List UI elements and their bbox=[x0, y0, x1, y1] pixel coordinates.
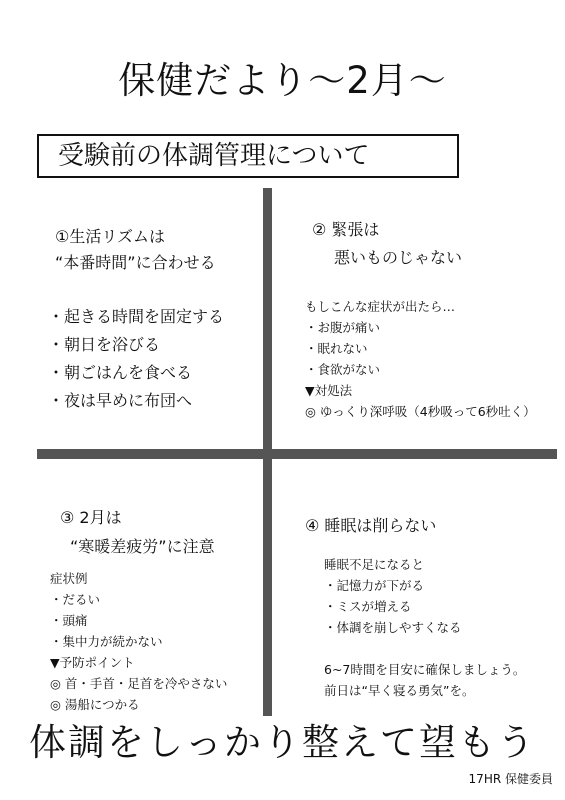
body-line: 6~7時間を目安に確保しましょう。 bbox=[324, 662, 526, 677]
section-1-list bbox=[48, 303, 224, 415]
list-item: ・ミスが増える bbox=[324, 599, 412, 614]
list-item: ◎ 湯船につかる bbox=[50, 697, 140, 712]
list-item: ・記憶力が下がる bbox=[324, 578, 425, 593]
section-2-heading-line: 悪いものじゃない bbox=[334, 248, 463, 267]
list-item: ・夜は早めに布団へ bbox=[48, 391, 193, 410]
footer-credit: 17HR 保健委員 bbox=[468, 772, 553, 786]
spacer bbox=[324, 638, 525, 659]
section-3-heading bbox=[60, 503, 215, 561]
section-1-heading-line: “本番時間”に合わせる bbox=[55, 253, 216, 272]
list-item: ◎ ゆっくり深呼吸（4秒吸って6秒吐く） bbox=[305, 404, 536, 419]
list-item: ・朝ごはんを食べる bbox=[48, 363, 193, 382]
section-3-body bbox=[50, 568, 227, 715]
list-item: ・集中力が続かない bbox=[50, 634, 163, 649]
section-3-heading-line: “寒暖差疲労”に注意 bbox=[70, 537, 215, 556]
section-2-body bbox=[305, 296, 536, 422]
section-1-heading-line: ①生活リズムは bbox=[55, 227, 166, 246]
list-item: ・食欲がない bbox=[305, 362, 381, 377]
list-item: ・頭痛 bbox=[50, 613, 88, 628]
subtitle: 受験前の体調管理について bbox=[58, 141, 370, 171]
list-item: ◎ 首・手首・足首を冷やさない bbox=[50, 676, 228, 691]
body-line: もしこんな症状が出たら… bbox=[305, 299, 456, 314]
section-2-heading bbox=[312, 216, 462, 272]
list-item: ・起きる時間を固定する bbox=[48, 307, 225, 326]
slogan: 体調をしっかり整えて望もう bbox=[29, 721, 536, 764]
section-4-body bbox=[324, 554, 525, 701]
list-item: ・朝日を浴びる bbox=[48, 335, 161, 354]
horizontal-divider bbox=[37, 449, 557, 459]
page-title: 保健だより～2月～ bbox=[118, 59, 447, 102]
subheading: 症状例 bbox=[50, 571, 88, 586]
body-line: 睡眠不足になると bbox=[324, 557, 425, 572]
list-item: ・眠れない bbox=[305, 341, 368, 356]
list-item: ・お腹が痛い bbox=[305, 320, 381, 335]
body-line: 前日は“早く寝る勇気”を。 bbox=[324, 683, 475, 698]
subheading: ▼予防ポイント bbox=[50, 655, 135, 670]
subheading: ▼対処法 bbox=[305, 383, 353, 398]
section-1-heading bbox=[55, 224, 216, 276]
list-item: ・体調を崩しやすくなる bbox=[324, 620, 462, 635]
section-3-heading-line: ③ 2月は bbox=[60, 508, 122, 527]
section-2-heading-line: ② 緊張は bbox=[312, 220, 380, 239]
section-4-heading: ④ 睡眠は削らない bbox=[305, 516, 437, 535]
list-item: ・だるい bbox=[50, 592, 101, 607]
